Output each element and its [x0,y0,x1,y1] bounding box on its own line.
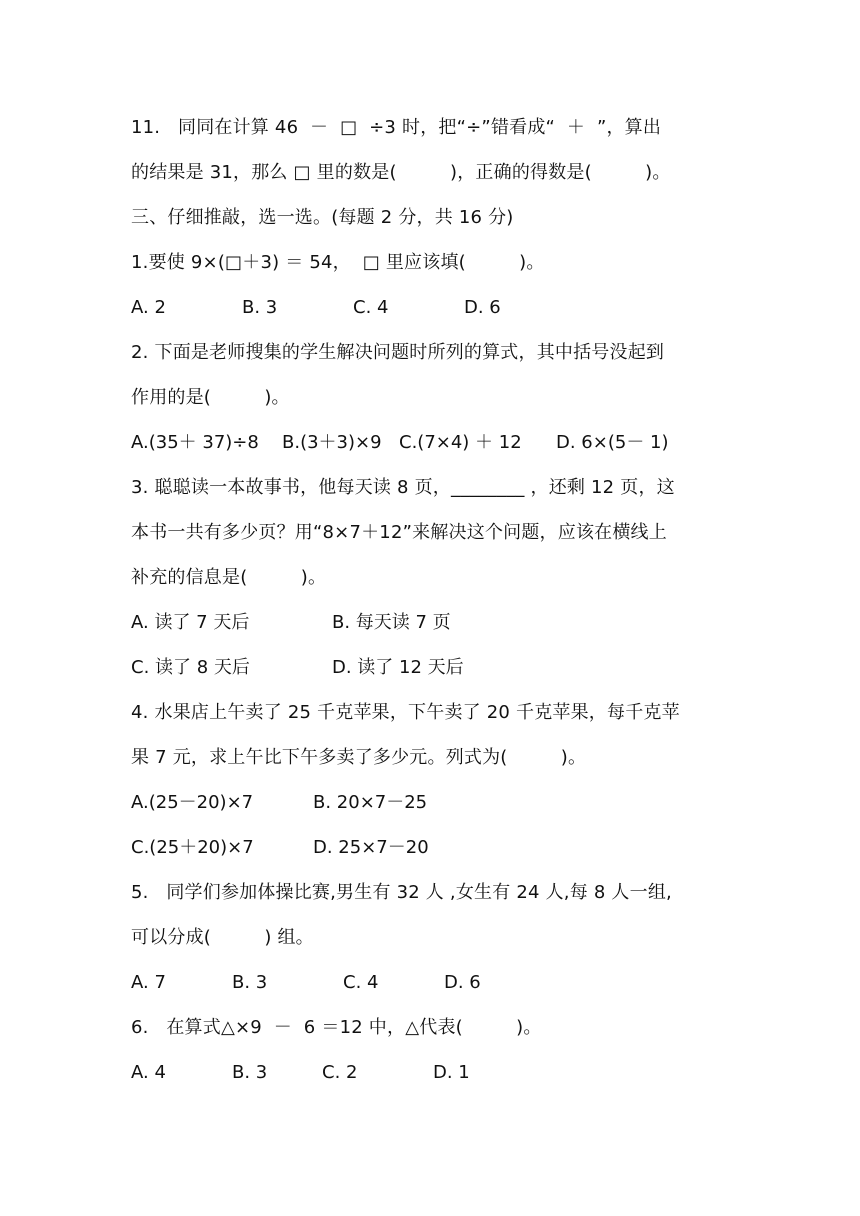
q1-option-a: A. 2 [131,297,166,318]
q2-line-1: 2. 下面是老师搜集的学生解决问题时所列的算式，其中括号没起到 [131,342,665,363]
q11-line-1: 11. 同同在计算 46 － □ ÷3 时，把“÷”错看成“ ＋ ”，算出 [131,117,662,138]
q2-option-a: A.(35＋ 37)÷8 [131,432,259,453]
q3-line-3: 补充的信息是( )。 [131,567,327,588]
q1-option-d: D. 6 [464,297,501,318]
q6-stem: 6. 在算式△×9 － 6 ＝12 中，△代表( )。 [131,1017,542,1038]
q2-line-2: 作用的是( )。 [131,387,290,408]
q5-option-c: C. 4 [343,972,379,993]
q3-option-b: B. 每天读 7 页 [332,612,451,633]
q4-option-a: A.(25－20)×7 [131,792,254,813]
q5-option-d: D. 6 [444,972,481,993]
q5-option-b: B. 3 [232,972,268,993]
q6-option-b: B. 3 [232,1062,268,1083]
q6-option-d: D. 1 [433,1062,470,1083]
q6-option-c: C. 2 [322,1062,358,1083]
q4-line-2: 果 7 元，求上午比下午多卖了多少元。列式为( )。 [131,747,587,768]
q5-option-a: A. 7 [131,972,166,993]
q3-option-d: D. 读了 12 天后 [332,657,464,678]
q6-option-a: A. 4 [131,1062,166,1083]
q4-option-b: B. 20×7－25 [313,792,428,813]
q3-line-2: 本书一共有多少页？用“8×7＋12”来解决这个问题，应该在横线上 [131,522,667,543]
q11-line-2: 的结果是 31，那么 □ 里的数是( )，正确的得数是( )。 [131,162,671,183]
q2-option-c: C.(7×4) ＋ 12 [399,432,522,453]
q1-option-b: B. 3 [242,297,278,318]
q4-option-c: C.(25＋20)×7 [131,837,254,858]
q5-line-2: 可以分成( ) 组。 [131,927,314,948]
q2-option-b: B.(3＋3)×9 [282,432,382,453]
q3-option-c: C. 读了 8 天后 [131,657,250,678]
q1-option-c: C. 4 [353,297,389,318]
q1-stem: 1.要使 9×(□＋3) ＝ 54， □ 里应该填( )。 [131,252,545,273]
q5-line-1: 5. 同学们参加体操比赛,男生有 32 人 ,女生有 24 人,每 8 人一组, [131,882,672,903]
q4-option-d: D. 25×7－20 [313,837,429,858]
q2-option-d: D. 6×(5－ 1) [556,432,669,453]
section-3-heading: 三、仔细推敲，选一选。(每题 2 分，共 16 分) [131,207,514,228]
q4-line-1: 4. 水果店上午卖了 25 千克苹果，下午卖了 20 千克苹果，每千克苹 [131,702,680,723]
q3-line-1: 3. 聪聪读一本故事书，他每天读 8 页，________ ，还剩 12 页，这 [131,477,675,498]
q3-option-a: A. 读了 7 天后 [131,612,250,633]
